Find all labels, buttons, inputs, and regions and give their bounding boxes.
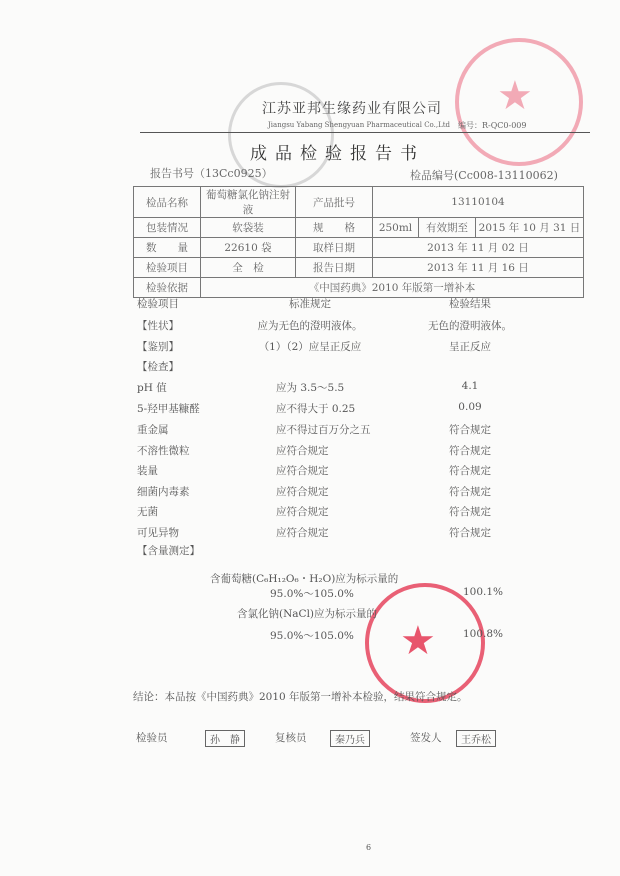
- report-date: 2013 年 11 月 16 日: [373, 258, 584, 278]
- result-standard: 应符合规定: [276, 445, 329, 457]
- assay-spec: 含葡萄糖(C₆H₁₂O₆・H₂O)应为标示量的: [210, 573, 399, 585]
- sample-number: 检品编号(Cc008-13110062): [410, 169, 558, 182]
- seal-star-icon: ★: [497, 73, 533, 119]
- label: 检验项目: [134, 258, 201, 278]
- conclusion: 结论：本品按《中国药典》2010 年版第一增补本检验，结果符合规定。: [133, 691, 468, 703]
- result-value: 无色的澄明液体。: [428, 320, 512, 332]
- label: 检验依据: [134, 278, 201, 298]
- result-standard: 应不得大于 0.25: [276, 403, 356, 415]
- result-value: 符合规定: [449, 465, 491, 477]
- batch-number: 13110104: [373, 187, 584, 218]
- result-row: [0, 380, 620, 398]
- assay-range: 95.0%～105.0%: [270, 588, 354, 600]
- result-row: [0, 525, 620, 543]
- label: 包装情况: [134, 218, 201, 238]
- result-item: 细菌内毒素: [137, 486, 190, 498]
- result-row: [0, 484, 620, 502]
- label: 规 格: [296, 218, 373, 238]
- info-table: [133, 186, 584, 298]
- result-item: 重金属: [137, 424, 169, 436]
- results-header: [0, 296, 620, 314]
- result-item: 【鉴别】: [137, 341, 179, 353]
- label: 数 量: [134, 238, 201, 258]
- header-result: 检验结果: [449, 298, 491, 310]
- issuer-signature: 王乔松: [456, 730, 496, 747]
- inspection-basis: 《中国药典》2010 年版第一增补本: [201, 278, 584, 298]
- inspection-item: 全 检: [201, 258, 296, 278]
- company-name: 江苏亚邦生缘药业有限公司: [262, 101, 442, 117]
- result-standard: 应符合规定: [276, 465, 329, 477]
- label: 取样日期: [296, 238, 373, 258]
- result-value: 符合规定: [449, 486, 491, 498]
- result-item: 5-羟甲基糠醛: [137, 403, 200, 415]
- result-standard: 应为 3.5～5.5: [276, 382, 345, 394]
- assay-spec: 含氯化钠(NaCl)应为标示量的: [237, 608, 378, 620]
- result-item: 装量: [137, 465, 158, 477]
- result-value: 符合规定: [449, 424, 491, 436]
- result-row: [0, 401, 620, 419]
- doc-number: 编号：R-QC0-009: [458, 121, 527, 130]
- result-value: 0.09: [458, 401, 482, 413]
- assay-range: 95.0%～105.0%: [270, 630, 354, 642]
- inspector-label: 检验员: [136, 732, 168, 744]
- issuer-label: 签发人: [410, 732, 442, 744]
- report-number: 报告书号（13Cc0925）: [150, 167, 273, 180]
- result-item: pH 值: [137, 382, 167, 394]
- spec: 250ml: [373, 218, 419, 238]
- reviewer-signature: 秦乃兵: [330, 730, 370, 747]
- product-name: 葡萄糖氯化钠注射液: [201, 187, 296, 218]
- expiry-date: 2015 年 10 月 31 日: [476, 218, 584, 238]
- result-item: 无菌: [137, 506, 158, 518]
- label: 产品批号: [296, 187, 373, 218]
- result-standard: 应符合规定: [276, 506, 329, 518]
- result-row: [0, 422, 620, 440]
- header-item: 检验项目: [137, 298, 179, 310]
- reviewer-label: 复核员: [275, 732, 307, 744]
- result-value: 符合规定: [449, 506, 491, 518]
- result-standard: 应为无色的澄明液体。: [257, 320, 363, 332]
- result-row: [0, 443, 620, 461]
- assay-result: 100.1%: [463, 586, 504, 598]
- result-row: [0, 339, 620, 357]
- result-standard: 应符合规定: [276, 486, 329, 498]
- result-row: [0, 463, 620, 481]
- quantity: 22610 袋: [201, 238, 296, 258]
- result-standard: 应符合规定: [276, 527, 329, 539]
- result-item: 【性状】: [137, 320, 179, 332]
- result-item: 【检查】: [137, 361, 179, 373]
- label: 报告日期: [296, 258, 373, 278]
- assay-result: 100.8%: [463, 628, 504, 640]
- assay-label: 【含量测定】: [137, 545, 200, 557]
- result-row: [0, 318, 620, 336]
- header-standard: 标准规定: [289, 298, 331, 310]
- result-value: 符合规定: [449, 445, 491, 457]
- company-name-en: Jiangsu Yabang Shengyuan Pharmaceutical Co.,Ltd: [268, 121, 451, 129]
- sampling-date: 2013 年 11 月 02 日: [373, 238, 584, 258]
- label: 检品名称: [134, 187, 201, 218]
- result-item: 不溶性微粒: [137, 445, 190, 457]
- result-value: 4.1: [461, 380, 479, 392]
- label: 有效期至: [419, 218, 476, 238]
- result-value: 呈正反应: [449, 341, 491, 353]
- seal-star-icon: ★: [400, 618, 436, 664]
- inspector-signature: 孙 静: [205, 730, 245, 747]
- result-standard: 应不得过百万分之五: [276, 424, 371, 436]
- page-title: 成品检验报告书: [250, 144, 425, 164]
- page-number: 6: [366, 843, 372, 852]
- result-item: 可见异物: [137, 527, 179, 539]
- result-standard: （1）（2）应呈正反应: [258, 341, 362, 353]
- result-row: [0, 359, 620, 377]
- result-row: [0, 504, 620, 522]
- result-value: 符合规定: [449, 527, 491, 539]
- header-divider: [140, 132, 590, 133]
- package: 软袋装: [201, 218, 296, 238]
